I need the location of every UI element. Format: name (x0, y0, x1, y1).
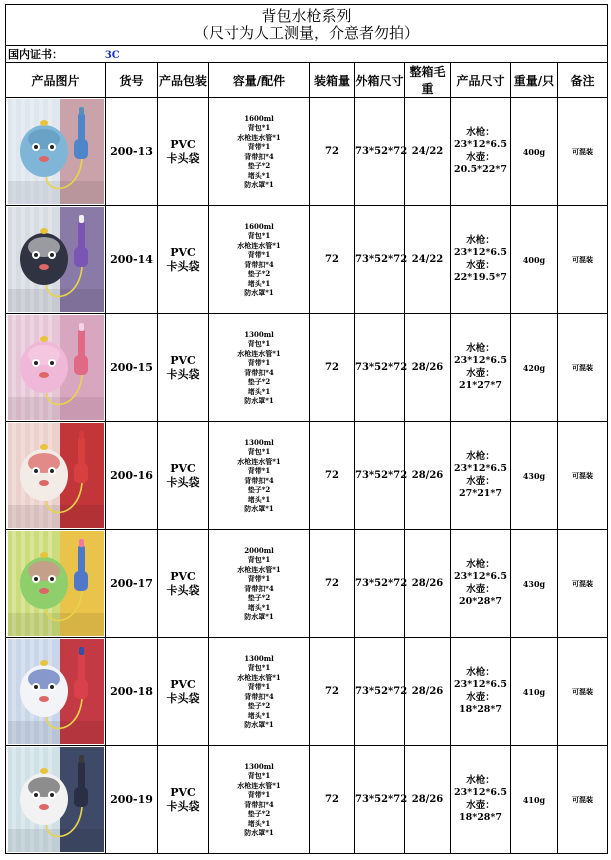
package-line: 卡头袋 (166, 151, 200, 165)
capacity-line: 背包*1 (247, 339, 271, 348)
product-package (158, 98, 209, 206)
unicorn-backpack-icon (8, 315, 104, 420)
product-image-cell (6, 746, 106, 854)
size-line: 18*28*7 (459, 812, 502, 823)
size-line: 23*12*6.5 (454, 679, 507, 690)
package-line: 卡头袋 (166, 367, 200, 381)
package-line: PVC (170, 569, 196, 583)
size-line: 23*12*6.5 (454, 355, 507, 366)
capacity-line: 垫子*2 (247, 377, 271, 386)
product-sheet (5, 4, 607, 854)
capacity-line: 防水罩*1 (244, 180, 274, 189)
unit-weight: 430g (511, 422, 558, 530)
product-table (5, 4, 608, 854)
capacity-line: 背带扣*4 (244, 799, 274, 809)
capacity-line: 堵头*1 (247, 710, 271, 720)
product-row (6, 314, 608, 422)
carton-qty: 72 (310, 422, 355, 530)
product-photo (8, 315, 104, 420)
title-line-2: （尺寸为人工测量，介意者勿拍） (194, 24, 420, 42)
size-line: 水壶： (466, 367, 495, 379)
remark: 可混装 (558, 422, 608, 530)
capacity-line: 背包*1 (247, 447, 271, 456)
capacity-line: 背包*1 (247, 231, 271, 240)
unit-weight: 400g (511, 98, 558, 206)
header-code: 货号 (106, 63, 158, 98)
unit-weight: 420g (511, 314, 558, 422)
capacity-line: 堵头*1 (247, 818, 271, 828)
capacity-line: 水枪连水管*1 (237, 348, 281, 358)
capacity-line: 堵头*1 (247, 386, 271, 396)
capacity-line: 水枪连水管*1 (237, 132, 281, 142)
capacity-line: 背带扣*4 (244, 583, 274, 593)
size-line: 水枪： (466, 234, 495, 246)
size-line: 23*12*6.5 (454, 247, 507, 258)
capacity-line: 背包*1 (247, 663, 271, 672)
capacity-line: 背带*1 (247, 142, 271, 151)
orca-backpack-icon (8, 207, 104, 312)
product-row (6, 98, 608, 206)
remark: 可混装 (558, 314, 608, 422)
capacity-line: 2000ml (244, 545, 274, 555)
gross-weight: 28/26 (405, 422, 451, 530)
capacity-line: 背包*1 (247, 123, 271, 132)
product-code: 200-16 (106, 422, 158, 530)
header-carton-size: 外箱尺寸 (355, 63, 405, 98)
carton-size: 73*52*72 (355, 422, 405, 530)
capacity-line: 水枪连水管*1 (237, 456, 281, 466)
carton-size: 73*52*72 (355, 206, 405, 314)
carton-size: 73*52*72 (355, 98, 405, 206)
remark: 可混装 (558, 746, 608, 854)
product-capacity (209, 98, 310, 206)
capacity-line: 背包*1 (247, 555, 271, 564)
size-line: 23*12*6.5 (454, 787, 507, 798)
product-size (451, 314, 511, 422)
capacity-line: 防水罩*1 (244, 828, 274, 837)
certificate-label: 国内证书： (8, 48, 63, 61)
header-package: 产品包装 (158, 63, 209, 98)
product-capacity (209, 638, 310, 746)
capacity-line: 堵头*1 (247, 170, 271, 180)
capacity-line: 1300ml (244, 437, 274, 447)
remark: 可混装 (558, 98, 608, 206)
product-image-cell (6, 638, 106, 746)
package-line: 卡头袋 (166, 259, 200, 273)
gross-weight: 28/26 (405, 638, 451, 746)
capacity-line: 背带扣*4 (244, 259, 274, 269)
capacity-line: 水枪连水管*1 (237, 780, 281, 790)
sheet-title (6, 5, 608, 46)
header-carton-qty: 装箱量 (310, 63, 355, 98)
package-line: PVC (170, 245, 196, 259)
product-capacity (209, 206, 310, 314)
carton-qty: 72 (310, 314, 355, 422)
carton-qty: 72 (310, 98, 355, 206)
header-unit-weight: 重量/只 (511, 63, 558, 98)
size-line: 水壶： (466, 799, 495, 811)
carton-size: 73*52*72 (355, 314, 405, 422)
size-line: 23*12*6.5 (454, 463, 507, 474)
header-product-size: 产品尺寸 (451, 63, 511, 98)
carton-size: 73*52*72 (355, 746, 405, 854)
product-code: 200-13 (106, 98, 158, 206)
product-package (158, 206, 209, 314)
capacity-line: 防水罩*1 (244, 288, 274, 297)
product-photo (8, 747, 104, 852)
certificate-cell (6, 46, 608, 63)
capacity-line: 背带*1 (247, 250, 271, 259)
carton-qty: 72 (310, 638, 355, 746)
package-line: 卡头袋 (166, 691, 200, 705)
capacity-line: 垫子*2 (247, 809, 271, 818)
product-size (451, 98, 511, 206)
size-line: 27*21*7 (459, 488, 502, 499)
astronaut-backpack-icon (8, 639, 104, 744)
product-capacity (209, 422, 310, 530)
product-row (6, 638, 608, 746)
size-line: 水壶： (466, 259, 495, 271)
package-line: 卡头袋 (166, 475, 200, 489)
size-line: 23*12*6.5 (454, 571, 507, 582)
header-gross-weight: 整箱毛重 (405, 63, 451, 98)
product-package (158, 746, 209, 854)
product-image-cell (6, 206, 106, 314)
title-row (6, 5, 608, 46)
capacity-line: 1600ml (244, 221, 274, 231)
capacity-line: 堵头*1 (247, 494, 271, 504)
product-code: 200-17 (106, 530, 158, 638)
pufferfish-backpack-icon (8, 99, 104, 204)
carton-qty: 72 (310, 206, 355, 314)
carton-size: 73*52*72 (355, 638, 405, 746)
product-size (451, 638, 511, 746)
capacity-line: 背带扣*4 (244, 691, 274, 701)
product-row (6, 206, 608, 314)
size-line: 18*28*7 (459, 704, 502, 715)
product-photo (8, 99, 104, 204)
header-row (6, 63, 608, 98)
product-row (6, 746, 608, 854)
gross-weight: 28/26 (405, 746, 451, 854)
capacity-line: 防水罩*1 (244, 612, 274, 621)
carton-qty: 72 (310, 530, 355, 638)
header-remark: 备注 (558, 63, 608, 98)
capacity-line: 背带扣*4 (244, 151, 274, 161)
size-line: 水枪： (466, 666, 495, 678)
size-line: 21*27*7 (459, 380, 502, 391)
size-line: 水壶： (466, 151, 495, 163)
product-size (451, 746, 511, 854)
product-size (451, 206, 511, 314)
size-line: 水枪： (466, 342, 495, 354)
certificate-value: 3C (104, 50, 120, 61)
capacity-line: 防水罩*1 (244, 720, 274, 729)
package-line: PVC (170, 785, 196, 799)
gross-weight: 24/22 (405, 206, 451, 314)
capacity-line: 堵头*1 (247, 278, 271, 288)
size-line: 水壶： (466, 691, 495, 703)
product-image-cell (6, 422, 106, 530)
capacity-line: 背包*1 (247, 771, 271, 780)
product-row (6, 422, 608, 530)
product-photo (8, 207, 104, 312)
capacity-line: 背带*1 (247, 790, 271, 799)
product-package (158, 530, 209, 638)
product-image-cell (6, 314, 106, 422)
capacity-line: 垫子*2 (247, 701, 271, 710)
header-capacity: 容量/配件 (209, 63, 310, 98)
size-line: 水枪： (466, 774, 495, 786)
capacity-line: 背带扣*4 (244, 475, 274, 485)
unit-weight: 430g (511, 530, 558, 638)
capacity-line: 背带*1 (247, 466, 271, 475)
product-row (6, 530, 608, 638)
package-line: PVC (170, 461, 196, 475)
capacity-line: 防水罩*1 (244, 396, 274, 405)
size-line: 20*28*7 (459, 596, 502, 607)
size-line: 水壶： (466, 475, 495, 487)
size-line: 22*19.5*7 (454, 272, 507, 283)
capacity-line: 1600ml (244, 113, 274, 123)
capacity-line: 垫子*2 (247, 161, 271, 170)
product-capacity (209, 746, 310, 854)
capacity-line: 背带*1 (247, 574, 271, 583)
capacity-line: 1300ml (244, 329, 274, 339)
capacity-line: 水枪连水管*1 (237, 672, 281, 682)
unit-weight: 410g (511, 746, 558, 854)
unit-weight: 400g (511, 206, 558, 314)
dinosaur-backpack-icon (8, 531, 104, 636)
package-line: PVC (170, 353, 196, 367)
size-line: 水壶： (466, 583, 495, 595)
product-photo (8, 639, 104, 744)
gross-weight: 24/22 (405, 98, 451, 206)
product-capacity (209, 530, 310, 638)
package-line: 卡头袋 (166, 583, 200, 597)
capacity-line: 防水罩*1 (244, 504, 274, 513)
carton-size: 73*52*72 (355, 530, 405, 638)
capacity-line: 垫子*2 (247, 269, 271, 278)
package-line: PVC (170, 137, 196, 151)
capacity-line: 水枪连水管*1 (237, 240, 281, 250)
remark: 可混装 (558, 206, 608, 314)
product-photo (8, 423, 104, 528)
product-capacity (209, 314, 310, 422)
capacity-line: 1300ml (244, 761, 274, 771)
header-image: 产品图片 (6, 63, 106, 98)
product-photo (8, 531, 104, 636)
capacity-line: 垫子*2 (247, 593, 271, 602)
size-line: 水枪： (466, 126, 495, 138)
capacity-line: 垫子*2 (247, 485, 271, 494)
product-size (451, 530, 511, 638)
unit-weight: 410g (511, 638, 558, 746)
remark: 可混装 (558, 638, 608, 746)
product-size (451, 422, 511, 530)
product-code: 200-15 (106, 314, 158, 422)
size-line: 23*12*6.5 (454, 139, 507, 150)
title-line-1: 背包水枪系列 (261, 7, 352, 25)
lion-dance-backpack-icon (8, 423, 104, 528)
carton-qty: 72 (310, 746, 355, 854)
product-package (158, 314, 209, 422)
package-line: PVC (170, 677, 196, 691)
capacity-line: 背带*1 (247, 682, 271, 691)
size-line: 水枪： (466, 450, 495, 462)
capacity-line: 1300ml (244, 653, 274, 663)
product-code: 200-14 (106, 206, 158, 314)
product-code: 200-19 (106, 746, 158, 854)
size-line: 水枪： (466, 558, 495, 570)
capacity-line: 堵头*1 (247, 602, 271, 612)
certificate-row (6, 46, 608, 63)
remark: 可混装 (558, 530, 608, 638)
size-line: 20.5*22*7 (454, 164, 507, 175)
astronaut-backpack-icon (8, 747, 104, 852)
capacity-line: 背带扣*4 (244, 367, 274, 377)
product-code: 200-18 (106, 638, 158, 746)
product-image-cell (6, 98, 106, 206)
gross-weight: 28/26 (405, 314, 451, 422)
product-package (158, 638, 209, 746)
product-package (158, 422, 209, 530)
gross-weight: 28/26 (405, 530, 451, 638)
product-image-cell (6, 530, 106, 638)
capacity-line: 背带*1 (247, 358, 271, 367)
capacity-line: 水枪连水管*1 (237, 564, 281, 574)
package-line: 卡头袋 (166, 799, 200, 813)
